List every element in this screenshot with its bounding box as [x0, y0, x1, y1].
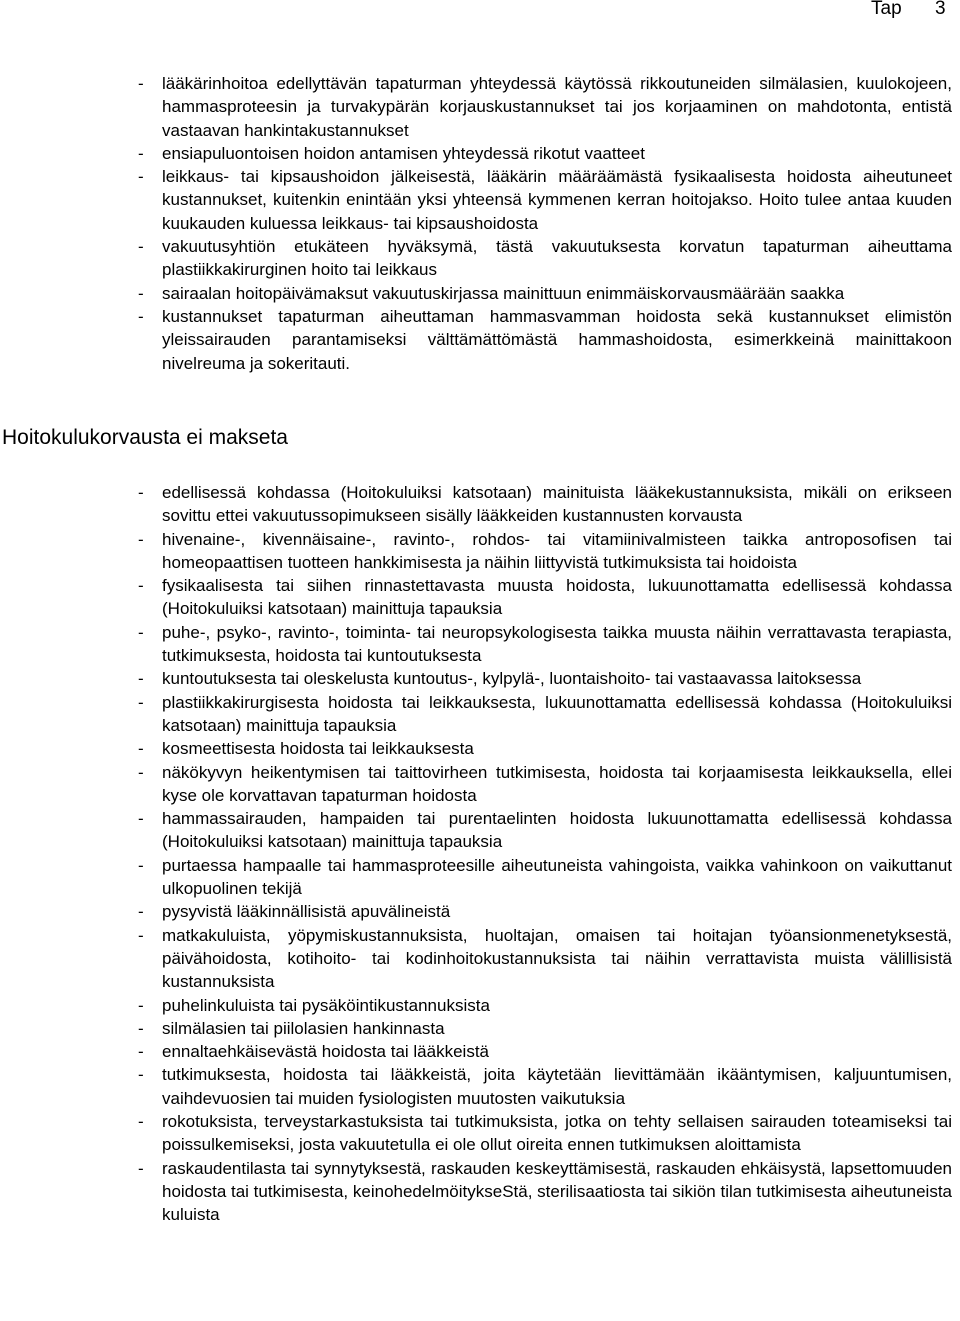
bullet-dash: -: [138, 529, 144, 549]
covered-costs-list: [0, 72, 960, 375]
list-item-text: pysyvistä lääkinnällisistä apuvälineistä: [162, 902, 451, 922]
list-item-text: matkakuluista, yöpymiskustannuksista, huoltajan, omaisen tai hoitajan työansionmenetyksestä, päivähoidosta, kotihoito- tai kodinhoitokustannuksista tai näihin verrattavista muista välillisistä kustannuksista: [162, 925, 952, 992]
bullet-dash: -: [138, 855, 144, 875]
list-item-text: puhelinkuluista tai pysäköintikustannuksista: [162, 995, 490, 1015]
tap-label: Tap: [871, 0, 902, 19]
list-item: [0, 1017, 952, 1040]
bullet-dash: -: [138, 1112, 144, 1132]
list-item-text: sairaalan hoitopäivämaksut vakuutuskirjassa mainittuun enimmäiskorvausmäärään saakka: [162, 283, 845, 303]
excluded-costs-list: [0, 481, 960, 1227]
list-item: [0, 924, 952, 994]
bullet-dash: -: [138, 692, 144, 712]
list-item-text: hammassairauden, hampaiden tai purentaelinten hoidosta lukuunottamatta edellisessä kohdassa (Hoitokuluiksi katsotaan) mainittuja tapauksia: [162, 809, 952, 852]
bullet-dash: -: [138, 1158, 144, 1178]
bullet-dash: -: [138, 306, 144, 326]
list-item: [0, 667, 952, 690]
list-item: [0, 305, 952, 375]
list-item-text: kustannukset tapaturman aiheuttaman hammasvamman hoidosta sekä kustannukset elimistön yleissairauden parantamiseksi välttämättömästä hammashoidosta, esimerkkeinä mainittakoon nivelreuma ja sokeritauti.: [162, 306, 952, 373]
list-item: [0, 994, 952, 1017]
bullet-dash: -: [138, 809, 144, 829]
list-item: [0, 72, 952, 142]
list-item: [0, 761, 952, 808]
list-item: [0, 807, 952, 854]
list-item: [0, 1063, 952, 1110]
list-item: [0, 165, 952, 235]
list-item-text: vakuutusyhtiön etukäteen hyväksymä, tästä vakuutuksesta korvatun tapaturman aiheuttama plastiikkakirurginen hoito tai leikkaus: [162, 237, 952, 280]
list-item: [0, 1157, 952, 1227]
page-number: 3: [935, 0, 946, 19]
list-item: [0, 574, 952, 621]
list-item-text: purtaessa hampaalle tai hammasproteesille aiheutuneista vahingoista, vaikka vahinkoon on vaikuttanut ulkopuolinen tekijä: [162, 855, 952, 899]
list-item-text: näkökyvyn heikentymisen tai taittovirheen tutkimisesta, hoidosta tai korjaamisesta leikkauksella, ellei kyse ole korvattavan tapaturman hoidosta: [162, 762, 952, 805]
bullet-dash: -: [138, 74, 144, 93]
bullet-dash: -: [138, 669, 144, 689]
list-item: [0, 282, 952, 305]
bullet-dash: -: [138, 995, 144, 1015]
list-item-text: silmälasien tai piilolasien hankinnasta: [162, 1018, 445, 1038]
list-item-text: kuntoutuksesta tai oleskelusta kuntoutus-, kylpylä-, luontaishoito- tai vastaavassa laitoksessa: [162, 669, 862, 689]
section-heading: Hoitokulukorvausta ei makseta: [2, 426, 288, 449]
list-item: [0, 1110, 952, 1157]
list-item: [0, 528, 952, 575]
list-item: [0, 1040, 952, 1063]
list-item-text: fysikaalisesta tai siihen rinnastettavasta muusta hoidosta, lukuunottamatta edellisessä kohdassa (Hoitokuluiksi katsotaan) mainittuja tapauksia: [162, 576, 952, 619]
bullet-dash: -: [138, 739, 144, 759]
bullet-dash: -: [138, 576, 144, 596]
list-item-text: raskaudentilasta tai synnytyksestä, raskauden keskeyttämisestä, raskauden ehkäisystä, lapsettomuuden hoidosta tai tutkimisesta, keinohedelmöitykseStä, sterilisaatiosta tai sikiön tilan tutkimisesta aiheutuneista kuluista: [162, 1158, 952, 1225]
list-item: [0, 235, 952, 282]
list-item: [0, 621, 952, 668]
list-item-text: ensiapuluontoisen hoidon antamisen yhteydessä rikotut vaatteet: [162, 143, 645, 163]
bullet-dash: -: [138, 762, 144, 782]
page-header: [0, 0, 960, 30]
list-item-text: tutkimuksesta, hoidosta tai lääkkeistä, joita käytetään lievittämään ikääntymisen, kaljuuntumisen, vaihdevuosien tai muiden fysiologisten muutosten vaikutuksia: [162, 1065, 952, 1108]
list-item-text: plastiikkakirurgisesta hoidosta tai leikkauksesta, lukuunottamatta edellisessä kohdassa (Hoitokuluiksi katsotaan) mainittuja tapauksia: [162, 692, 952, 735]
bullet-dash: -: [138, 902, 144, 922]
bullet-dash: -: [138, 622, 144, 642]
bullet-dash: -: [138, 1065, 144, 1085]
list-item-text: edellisessä kohdassa (Hoitokuluiksi katsotaan) mainituista lääkekustannuksista, mikäli on erikseen sovittu ettei vakuutussopimukseen sisälly lääkkeiden kustannusten korvausta: [162, 483, 952, 526]
bullet-dash: -: [138, 483, 144, 502]
bullet-dash: -: [138, 143, 144, 163]
list-item-text: puhe-, psyko-, ravinto-, toiminta- tai neuropsykologisesta taikka muusta näihin verrattavasta terapiasta, tutkimuksesta, hoidosta tai kuntoutuksesta: [162, 622, 952, 666]
bullet-dash: -: [138, 237, 144, 257]
list-item-text: leikkaus- tai kipsaushoidon jälkeisestä, lääkärin määräämästä fysikaalisesta hoidosta aiheutuneet kustannukset, kuitenkin enintään yksi yhteensä kymmenen kerran hoitojakso. Hoito tulee antaa kuuden kuukauden kuluessa leikkaus- tai kipsaushoidosta: [162, 167, 952, 233]
list-item-text: kosmeettisesta hoidosta tai leikkauksesta: [162, 739, 474, 759]
bullet-dash: -: [138, 925, 144, 945]
list-item: [0, 737, 952, 760]
list-item: [0, 142, 952, 165]
bullet-dash: -: [138, 1018, 144, 1038]
list-item: [0, 481, 952, 528]
list-item: [0, 691, 952, 738]
list-item-text: rokotuksista, terveystarkastuksista tai tutkimuksista, jotka on tehty sellaisen sairauden toteamiseksi tai poissulkemiseksi, josta vakuutetulla ei ole ollut oireita ennen tutkimuksen aloittamista: [162, 1112, 952, 1155]
bullet-dash: -: [138, 283, 144, 303]
bullet-dash: -: [138, 167, 144, 187]
list-item-text: ennaltaehkäisevästä hoidosta tai lääkkeistä: [162, 1042, 489, 1062]
list-item: [0, 900, 952, 923]
list-item-text: lääkärinhoitoa edellyttävän tapaturman yhteydessä käytössä rikkoutuneiden silmälasien, kuulokojeen, hammasproteesin ja turvakypärän korjauskustannukset tai jos korjaaminen on mahdotonta, entistä vastaavan hankintakustannukset: [162, 74, 952, 140]
bullet-dash: -: [138, 1042, 144, 1062]
list-item: [0, 854, 952, 901]
list-item-text: hivenaine-, kivennäisaine-, ravinto-, rohdos- tai vitamiinivalmisteen taikka antroposofisen tai homeopaattisen tuotteen hankkimisesta ja näihin liittyvistä tutkimuksista tai hoidoista: [162, 529, 952, 572]
